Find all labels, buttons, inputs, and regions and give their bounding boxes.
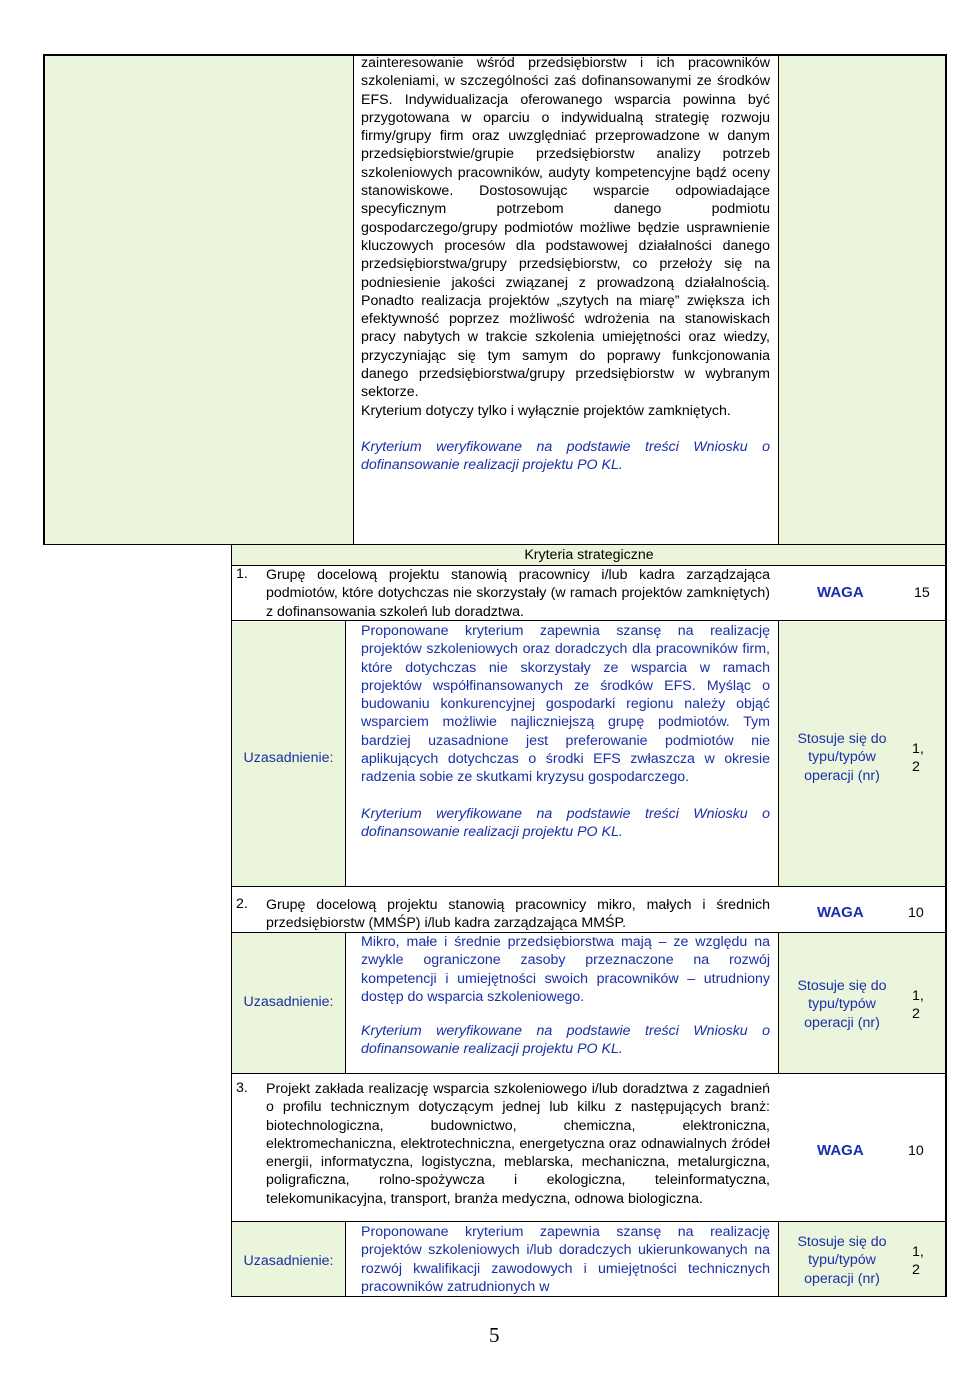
- criterion-3-number: 3.: [236, 1080, 248, 1096]
- top-block-bottom: [44, 544, 947, 545]
- page-number: 5: [489, 1323, 500, 1347]
- criterion-2-justification: [361, 933, 770, 1059]
- outer-left-border: [43, 54, 45, 545]
- top-paragraph-text: zainteresowanie wśród przedsiębiorstw i ich pracowników szkoleniami, w szczególności zaś dofinansowanymi ze środków EFS. Indywidualizacja oferowanego wsparcia powinna być przygotowana w oparciu o indywidualną strategię rozwoju firmy/grupy firm oraz uwzględniać przeprowadzone w danym przedsiębiorstwie/grupie przedsiębiorstw analizy potrzeb szkoleniowych pracowników, audyty kompetencyjne bądź oceny stanowiskowe. Dostosowując wsparcie odpowiadające specyficznym potrzebom danego podmiotu gospodarczego/grupy podmiotów możliwe będzie usprawnienie kluczowych procesów dla podstawowej działalności danego przedsiębiorstwa/grupy przedsiębiorstw, co przełoży się na podniesienie jakości związanej z prowadzoną działalnością. Ponadto realizacja projektów „szytych na miarę” zwiększa ich efektywność poprzez możliwość wdrożenia na stanowiskach pracy nabytych w trakcie szkolenia umiejętności oraz wiedzy, przyczyniając się tym samym do poprawy funkcjonowania danego przedsiębiorstwa/grupy przedsiębiorstw w wybranym sektorze.: [361, 55, 770, 401]
- criterion-2-justification-text: Mikro, małe i średnie przedsiębiorstwa mają – ze względu na zwykle ograniczone zasoby przeznaczone na rozwój kompetencji i umiejętności swoich pracowników – utrudniony dostęp do wsparcia szkoleniowego.: [361, 934, 770, 1005]
- criterion-2-waga-value: 10: [908, 905, 924, 921]
- criterion-3-uzasadnienie-label: Uzasadnienie:: [243, 1253, 334, 1269]
- uzas2-right: [345, 932, 346, 1073]
- criterion-3-justification-text: Proponowane kryterium zapewnia szansę na realizację projektów szkoleniowych i/lub doradczych ukierunkowanych na rozwój kwalifikacji zawodowych i umiejętności technicznych pracowników zatrudnionych w: [361, 1224, 770, 1295]
- closed-only-note: Kryterium dotyczy tylko i wyłącznie projektów zamkniętych.: [361, 402, 731, 419]
- uzas1-right: [345, 620, 346, 886]
- right-column-shade: [779, 54, 946, 544]
- criterion-3-waga-label: WAGA: [817, 1142, 864, 1159]
- criterion-1-verification: Kryterium weryfikowane na podstawie treści Wniosku o dofinansowanie realizacji projektu PO KL.: [361, 805, 770, 840]
- uzas3-right: [345, 1221, 346, 1297]
- criterion-1-number: 1.: [236, 566, 248, 582]
- criterion-1-applies-label: Stosuje się do typu/typów operacji (nr): [797, 731, 887, 784]
- criterion-2-waga-label: WAGA: [817, 904, 864, 921]
- crit2-bottom: [231, 1073, 947, 1074]
- outer-right-border: [945, 54, 947, 1297]
- criterion-1-title: Grupę docelową projektu stanowią pracownicy i/lub kadra zarządzająca podmiotów, które dotychczas nie skorzystały (w ramach projektów zamkniętych) z dofinansowania szkoleń lub doradztwa.: [266, 567, 770, 620]
- section-left-border: [231, 544, 232, 1297]
- criterion-1-waga-label: WAGA: [817, 584, 864, 601]
- criterion-2-uzasadnienie-label: Uzasadnienie:: [243, 994, 334, 1010]
- crit1-bottom: [231, 886, 947, 887]
- criterion-1-uzasadnienie-label: Uzasadnienie:: [243, 750, 334, 766]
- criterion-2-verification: Kryterium weryfikowane na podstawie treści Wniosku o dofinansowanie realizacji projektu PO KL.: [361, 1023, 770, 1058]
- criterion-3-title: Projekt zakłada realizację wsparcia szkoleniowego i/lub doradztwa z zagadnień o profilu technicznym dotyczącym jednej lub kilku z następujących branż: biotechnologiczna, budownictwo, chemiczna, elektroniczna, elektromechaniczna, elektrotechniczna, energetyczna oraz odnawialnych źródeł energii, informatyczna, logistyczna, meblarska, mechaniczna, metalurgiczna, poligraficzna, rolno-spożywcza i ekologiczna, teleinformatyczna, telekomunikacyjna, transport, branża medyczna, odnowa biologiczna.: [266, 1081, 770, 1207]
- criterion-3-justification: [361, 1223, 770, 1297]
- criterion-1-justification: [361, 622, 770, 841]
- top-paragraph: [361, 54, 770, 475]
- top-verification: Kryterium weryfikowane na podstawie treści Wniosku o dofinansowanie realizacji projektu PO KL.: [361, 438, 770, 474]
- criterion-1-waga-value: 15: [914, 585, 930, 601]
- criterion-2-applies-label: Stosuje się do typu/typów operacji (nr): [797, 978, 887, 1031]
- criterion-3-applies-label: Stosuje się do typu/typów operacji (nr): [797, 1234, 887, 1287]
- crit3-divider: [231, 1221, 947, 1222]
- applies3-left: [778, 1221, 779, 1297]
- criterion-1-justification-text: Proponowane kryterium zapewnia szansę na realizację projektów szkoleniowych oraz doradczych dla pracowników firm, które dotychczas nie skorzystały ze wsparcia w ramach projektów współfinansowanych ze środków EFS. Myśląc o budowaniu konkurencyjnej gospodarki regionu należy objąć wsparciem możliwie najliczniejszą grupę podmiotów. Tym bardziej uzasadnione jest preferowanie podmiotów nie aplikujących dotychczas o środki EFS zwłaszcza w okresie radzenia sobie ze skutkami kryzysu gospodarczego.: [361, 623, 770, 786]
- criterion-2-applies-value: 1, 2: [912, 988, 924, 1023]
- criterion-2-title: Grupę docelową projektu stanowią pracownicy mikro, małych i średnich przedsiębiorstw (MMŚP) i/lub kadra zarządzająca MMŚP.: [266, 897, 770, 932]
- applies1-left: [778, 620, 779, 886]
- criterion-1-applies-value: 1, 2: [912, 741, 924, 776]
- col-divider-right: [778, 54, 779, 545]
- criterion-2-number: 2.: [236, 896, 248, 912]
- criterion-3-applies-value: 1, 2: [912, 1244, 924, 1279]
- section-header: Kryteria strategiczne: [524, 547, 654, 563]
- col-divider-left: [353, 54, 354, 545]
- criterion-3-waga-value: 10: [908, 1143, 924, 1159]
- left-column-shade: [44, 54, 354, 544]
- applies2-left: [778, 932, 779, 1073]
